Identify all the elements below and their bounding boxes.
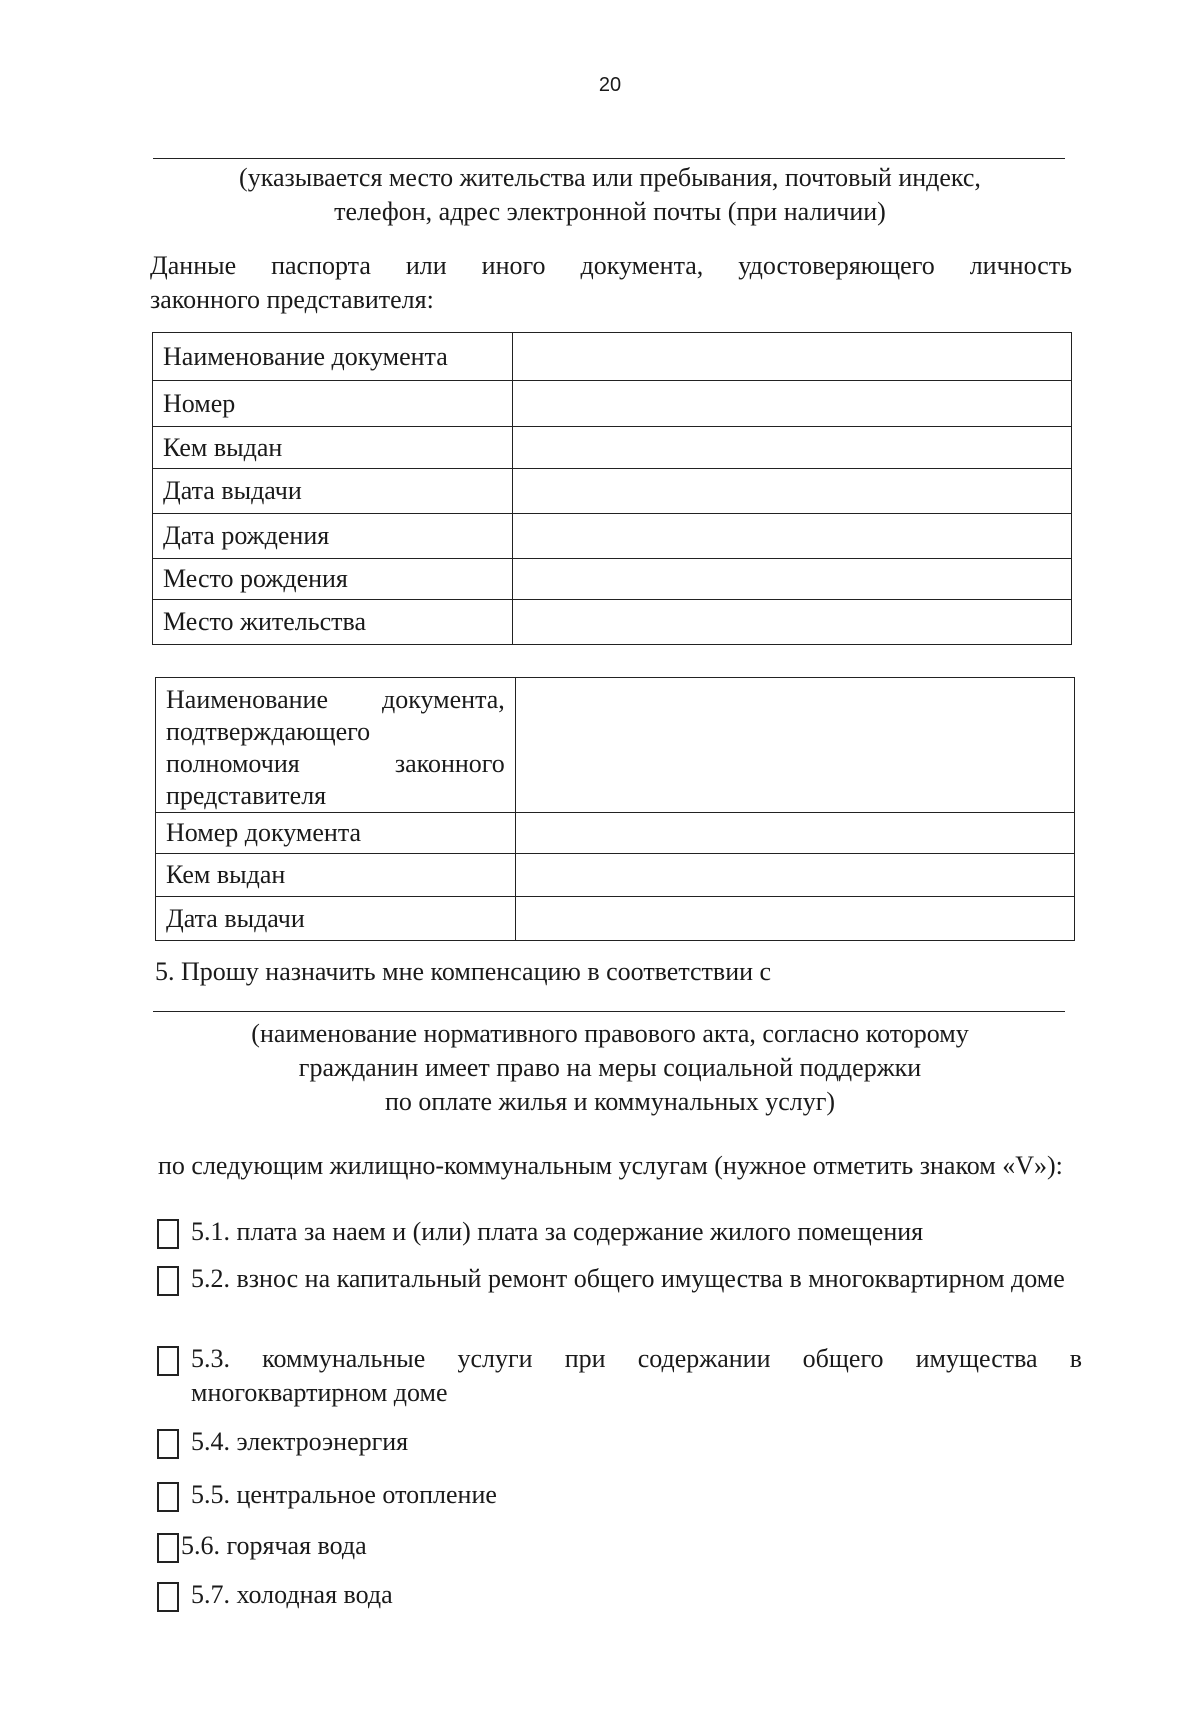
passport-value-number[interactable] [512, 381, 1071, 427]
table-row [153, 514, 1072, 559]
residence-note-line-1: (указывается место жительства или пребывания, почтовый индекс, [239, 163, 981, 192]
authority-table [155, 677, 1075, 941]
authority-label-number: Номер документа [156, 813, 516, 854]
authority-label-line: подтверждающего [166, 717, 371, 746]
passport-label-number: Номер [153, 381, 513, 427]
services-intro: по следующим жилищно-коммунальным услугам (нужное отметить знаком «V»): [158, 1151, 1063, 1180]
option-5-7 [157, 1578, 1082, 1612]
residence-note [150, 161, 1070, 229]
passport-intro-line-1: Данные паспорта или иного документа, удостоверяющего личность [150, 251, 1072, 280]
table-row [156, 678, 1075, 813]
option-5-6-label: 5.6. горячая вода [181, 1531, 367, 1560]
passport-label-issued-by: Кем выдан [153, 427, 513, 469]
option-5-4 [157, 1425, 1082, 1459]
table-row [153, 381, 1072, 427]
authority-label-line: полномочия законного [166, 749, 505, 778]
option-5-1-checkbox[interactable] [157, 1219, 179, 1249]
option-5-5 [157, 1478, 1082, 1512]
option-5-1 [157, 1215, 1082, 1249]
passport-label-doc-name: Наименование документа [153, 333, 513, 381]
authority-label-issue-date: Дата выдачи [156, 897, 516, 941]
option-5-5-checkbox[interactable] [157, 1482, 179, 1512]
residence-fill-line[interactable] [153, 158, 1065, 159]
passport-table [152, 332, 1072, 645]
table-row [156, 897, 1075, 941]
passport-intro-line-2: законного представителя: [150, 285, 434, 314]
option-5-2-checkbox[interactable] [157, 1266, 179, 1296]
passport-label-residence: Место жительства [153, 600, 513, 645]
option-5-6 [157, 1529, 1082, 1563]
authority-value-issue-date[interactable] [515, 897, 1074, 941]
option-5-4-label: 5.4. электроэнергия [191, 1427, 409, 1456]
table-row [156, 813, 1075, 854]
legal-act-note-line-1: (наименование нормативного правового акта, согласно которому [251, 1019, 969, 1048]
option-5-1-label: 5.1. плата за наем и (или) плата за содержание жилого помещения [191, 1217, 924, 1246]
passport-value-residence[interactable] [512, 600, 1071, 645]
passport-label-birth-date: Дата рождения [153, 514, 513, 559]
option-5-4-checkbox[interactable] [157, 1429, 179, 1459]
compensation-request: 5. Прошу назначить мне компенсацию в соответствии с [155, 957, 772, 986]
passport-label-issue-date: Дата выдачи [153, 469, 513, 514]
authority-label-line: Наименование документа, [166, 685, 505, 714]
legal-act-note-line-3: по оплате жилья и коммунальных услуг) [384, 1087, 836, 1116]
passport-intro [150, 249, 1072, 317]
passport-value-issued-by[interactable] [512, 427, 1071, 469]
option-5-7-checkbox[interactable] [157, 1582, 179, 1612]
legal-act-note [150, 1017, 1070, 1119]
authority-label-doc-name [156, 678, 516, 813]
option-5-5-label: 5.5. центральное отопление [191, 1480, 497, 1509]
passport-value-doc-name[interactable] [512, 333, 1071, 381]
passport-label-birth-place: Место рождения [153, 559, 513, 600]
page-number: 20 [598, 74, 622, 96]
authority-value-number[interactable] [515, 813, 1074, 854]
option-5-7-label: 5.7. холодная вода [191, 1580, 393, 1609]
passport-value-issue-date[interactable] [512, 469, 1071, 514]
table-row [153, 469, 1072, 514]
table-row [153, 333, 1072, 381]
passport-value-birth-date[interactable] [512, 514, 1071, 559]
table-row [156, 854, 1075, 897]
authority-value-issued-by[interactable] [515, 854, 1074, 897]
authority-value-doc-name[interactable] [515, 678, 1074, 813]
passport-value-birth-place[interactable] [512, 559, 1071, 600]
option-5-3 [157, 1342, 1082, 1410]
option-5-2-label: 5.2. взнос на капитальный ремонт общего имущества в многоквартирном доме [191, 1264, 1065, 1293]
table-row [153, 600, 1072, 645]
legal-act-fill-line[interactable] [153, 1011, 1065, 1012]
option-5-2 [157, 1262, 1082, 1296]
legal-act-note-line-2: гражданин имеет право на меры социальной поддержки [298, 1053, 922, 1082]
option-5-3-label: 5.3. коммунальные услуги при содержании общего имущества в многоквартирном доме [191, 1344, 1082, 1407]
table-row [153, 559, 1072, 600]
authority-label-issued-by: Кем выдан [156, 854, 516, 897]
authority-label-line: представителя [166, 781, 327, 810]
option-5-3-checkbox[interactable] [157, 1346, 179, 1376]
table-row [153, 427, 1072, 469]
residence-note-line-2: телефон, адрес электронной почты (при наличии) [334, 197, 886, 226]
option-5-6-checkbox[interactable] [157, 1533, 179, 1563]
